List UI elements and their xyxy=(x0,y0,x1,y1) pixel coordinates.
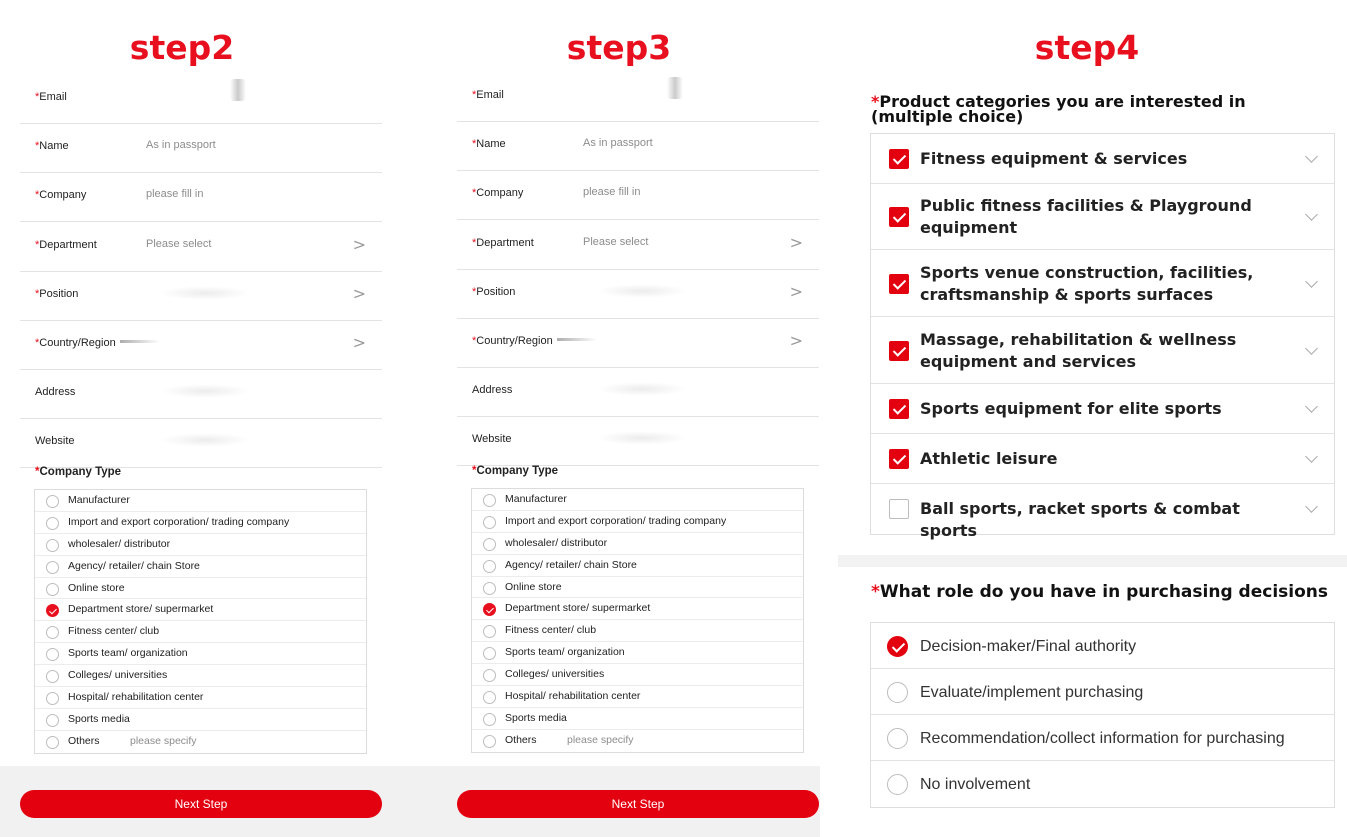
required-mark: * xyxy=(472,89,477,101)
role-option[interactable] xyxy=(871,669,1334,715)
option-label: wholesaler/ distributor xyxy=(68,537,171,550)
chevron-right-icon[interactable]: > xyxy=(352,234,366,254)
required-mark: * xyxy=(871,582,880,602)
step2-title: step2 xyxy=(129,28,235,67)
category-option[interactable] xyxy=(871,250,1334,317)
company-type-option[interactable] xyxy=(35,512,366,534)
field-website[interactable] xyxy=(457,417,819,466)
redacted-blur xyxy=(230,79,246,101)
field-label xyxy=(472,187,523,199)
next-step-button[interactable]: Next Step xyxy=(457,790,819,818)
chevron-down-icon[interactable] xyxy=(1305,400,1318,413)
company-type-option[interactable] xyxy=(472,730,803,752)
company-type-option[interactable] xyxy=(472,642,803,664)
field-placeholder[interactable]: please fill in xyxy=(583,186,641,199)
redacted-blur xyxy=(557,338,597,341)
company-type-option[interactable] xyxy=(472,664,803,686)
radio-icon[interactable] xyxy=(483,713,496,726)
radio-icon[interactable] xyxy=(483,560,496,573)
field-label-text: Email xyxy=(39,91,67,103)
company-type-option[interactable] xyxy=(35,709,366,731)
company-type-option[interactable] xyxy=(472,577,803,599)
field-placeholder[interactable]: please fill in xyxy=(146,188,204,201)
option-label: Hospital/ rehabilitation center xyxy=(505,690,641,703)
option-label: Hospital/ rehabilitation center xyxy=(68,691,204,704)
field-label xyxy=(472,89,504,101)
chevron-down-icon[interactable] xyxy=(1305,275,1318,288)
company-type-title-text: Company Type xyxy=(39,466,122,478)
category-label: Sports equipment for elite sports xyxy=(920,399,1222,418)
company-type-title xyxy=(472,465,558,477)
specify-input[interactable]: please specify xyxy=(130,734,197,747)
specify-input[interactable]: please specify xyxy=(567,733,634,746)
radio-icon[interactable] xyxy=(887,774,908,795)
checkbox-icon[interactable] xyxy=(889,499,909,519)
redacted-blur xyxy=(120,340,160,343)
option-label: Fitness center/ club xyxy=(505,624,597,637)
company-type-option[interactable] xyxy=(472,598,803,620)
field-country-region[interactable] xyxy=(20,321,382,370)
redacted-blur xyxy=(160,384,250,398)
field-label xyxy=(35,435,75,447)
required-mark: * xyxy=(871,92,880,111)
chevron-down-icon[interactable] xyxy=(1305,450,1318,463)
company-type-option[interactable] xyxy=(35,665,366,687)
field-address[interactable] xyxy=(457,368,819,417)
radio-icon[interactable] xyxy=(46,714,59,727)
category-option[interactable] xyxy=(871,134,1334,184)
category-label: Sports venue construction, facilities, craftsmanship & sports surfaces xyxy=(920,262,1254,304)
option-label: wholesaler/ distributor xyxy=(505,536,608,549)
category-option[interactable] xyxy=(871,384,1334,434)
option-label: Import and export corporation/ trading company xyxy=(505,514,727,527)
role-question-text: What role do you have in purchasing decisions xyxy=(879,582,1328,602)
field-label xyxy=(472,335,553,347)
option-label: Manufacturer xyxy=(505,493,567,505)
required-mark: * xyxy=(35,287,40,300)
field-website[interactable] xyxy=(20,419,382,468)
field-label-text: Name xyxy=(39,140,69,153)
radio-checked-icon[interactable] xyxy=(46,604,59,617)
field-label-text: Company xyxy=(476,187,524,200)
required-mark: * xyxy=(472,187,477,200)
field-label xyxy=(35,140,69,152)
field-label-text: Address xyxy=(472,384,513,397)
chevron-right-icon[interactable]: > xyxy=(352,283,366,303)
chevron-down-icon[interactable] xyxy=(1305,500,1318,513)
field-address[interactable] xyxy=(20,370,382,419)
required-mark: * xyxy=(35,238,40,251)
required-mark: * xyxy=(472,335,477,347)
company-type-option[interactable] xyxy=(35,490,366,512)
categories-question-text: Product categories you are interested in (multiple choice) xyxy=(871,92,1246,126)
field-label xyxy=(35,239,97,251)
field-placeholder[interactable]: Please select xyxy=(146,237,212,250)
option-label: Import and export corporation/ trading company xyxy=(68,515,290,528)
radio-icon[interactable] xyxy=(483,494,496,507)
category-option[interactable] xyxy=(871,484,1334,540)
radio-icon[interactable] xyxy=(46,539,59,552)
category-label: Massage, rehabilitation & wellness equipment and services xyxy=(920,329,1237,371)
field-label-text: Email xyxy=(476,89,504,101)
radio-icon[interactable] xyxy=(46,692,59,705)
category-option[interactable] xyxy=(871,317,1334,384)
field-email[interactable] xyxy=(457,73,819,122)
radio-icon[interactable] xyxy=(483,538,496,551)
field-position[interactable] xyxy=(20,272,382,321)
field-label xyxy=(472,286,515,298)
role-label: Evaluate/implement purchasing xyxy=(920,684,1144,701)
field-email[interactable] xyxy=(20,75,382,124)
option-label: Colleges/ universities xyxy=(68,669,168,682)
company-type-list xyxy=(471,488,804,753)
company-type-option[interactable] xyxy=(35,599,366,621)
option-label: Sports team/ organization xyxy=(505,646,625,659)
radio-icon[interactable] xyxy=(483,669,496,682)
required-mark: * xyxy=(35,91,40,103)
field-company[interactable] xyxy=(457,171,819,220)
company-type-option[interactable] xyxy=(472,620,803,642)
role-option[interactable] xyxy=(871,715,1334,761)
company-type-option[interactable] xyxy=(35,534,366,556)
option-label: Department store/ supermarket xyxy=(505,602,651,615)
step4-title: step4 xyxy=(1034,28,1140,67)
option-label: Sports media xyxy=(68,712,130,725)
field-label xyxy=(35,91,67,103)
checkbox-checked-icon[interactable] xyxy=(889,149,909,169)
radio-icon[interactable] xyxy=(46,648,59,661)
radio-icon[interactable] xyxy=(483,625,496,638)
field-label-text: Name xyxy=(476,138,506,151)
chevron-right-icon[interactable]: > xyxy=(789,331,803,350)
field-label xyxy=(35,288,78,300)
company-type-option[interactable] xyxy=(472,708,803,730)
required-mark: * xyxy=(472,465,477,477)
company-type-title-text: Company Type xyxy=(476,465,559,477)
step3-title: step3 xyxy=(566,28,672,67)
radio-icon[interactable] xyxy=(483,735,496,748)
next-step-button[interactable]: Next Step xyxy=(20,790,382,818)
radio-checked-icon[interactable] xyxy=(483,603,496,616)
option-label: Sports team/ organization xyxy=(68,647,188,660)
redacted-blur xyxy=(597,284,687,298)
radio-icon[interactable] xyxy=(46,561,59,574)
required-mark: * xyxy=(472,285,477,298)
company-type-option[interactable] xyxy=(35,556,366,578)
option-label: Others xyxy=(505,733,537,746)
radio-icon[interactable] xyxy=(483,582,496,595)
field-label-text: Position xyxy=(476,285,516,298)
field-label-text: Position xyxy=(39,287,79,300)
checkbox-checked-icon[interactable] xyxy=(889,449,909,469)
chevron-right-icon[interactable]: > xyxy=(789,281,803,301)
option-label: Manufacturer xyxy=(68,494,130,506)
field-name[interactable] xyxy=(20,124,382,173)
radio-icon[interactable] xyxy=(483,647,496,660)
chevron-right-icon[interactable]: > xyxy=(789,232,803,252)
chevron-down-icon[interactable] xyxy=(1305,342,1318,355)
checkbox-checked-icon[interactable] xyxy=(889,274,909,294)
field-label xyxy=(472,237,534,249)
field-label xyxy=(35,189,86,201)
option-label: Fitness center/ club xyxy=(68,625,160,638)
company-type-option[interactable] xyxy=(472,511,803,533)
step3-form-panel xyxy=(437,78,822,837)
role-label: Recommendation/collect information for purchasing xyxy=(920,730,1285,747)
field-label-text: Country/Region xyxy=(476,335,553,347)
section-divider xyxy=(838,555,1347,567)
field-department[interactable] xyxy=(20,223,382,272)
field-label-text: Country/Region xyxy=(39,337,116,349)
company-type-option[interactable] xyxy=(35,687,366,709)
field-country-region[interactable] xyxy=(457,319,819,368)
option-label: Others xyxy=(68,734,100,747)
radio-icon[interactable] xyxy=(46,670,59,683)
checkbox-checked-icon[interactable] xyxy=(889,341,909,361)
company-type-option[interactable] xyxy=(472,686,803,708)
field-label-text: Department xyxy=(39,238,97,251)
company-type-option[interactable] xyxy=(35,578,366,600)
required-mark: * xyxy=(35,189,40,202)
redacted-blur xyxy=(597,382,687,396)
role-label: Decision-maker/Final authority xyxy=(920,638,1137,655)
radio-icon[interactable] xyxy=(887,728,908,749)
category-label: Athletic leisure xyxy=(920,449,1058,468)
field-label xyxy=(35,386,75,398)
field-label xyxy=(35,337,116,349)
company-type-option[interactable] xyxy=(472,533,803,555)
required-mark: * xyxy=(35,466,40,478)
redacted-blur xyxy=(160,433,250,447)
category-option[interactable] xyxy=(871,434,1334,484)
radio-icon[interactable] xyxy=(483,691,496,704)
option-label: Colleges/ universities xyxy=(505,668,605,681)
field-label xyxy=(472,384,512,396)
field-label xyxy=(472,433,512,445)
radio-icon[interactable] xyxy=(46,626,59,639)
role-label: No involvement xyxy=(920,776,1031,793)
field-placeholder[interactable]: As in passport xyxy=(583,137,653,150)
required-mark: * xyxy=(472,236,477,249)
chevron-right-icon[interactable]: > xyxy=(352,333,366,352)
field-position[interactable] xyxy=(457,270,819,319)
field-label-text: Website xyxy=(472,433,512,446)
field-label-text: Address xyxy=(35,386,76,399)
option-label: Department store/ supermarket xyxy=(68,603,214,616)
option-label: Sports media xyxy=(505,711,567,724)
radio-icon[interactable] xyxy=(46,517,59,530)
field-label-text: Company xyxy=(39,189,87,202)
categories-question xyxy=(871,94,1331,124)
required-mark: * xyxy=(35,140,40,153)
categories-list xyxy=(870,133,1335,540)
field-placeholder[interactable]: As in passport xyxy=(146,139,216,152)
field-department[interactable] xyxy=(457,221,819,270)
chevron-down-icon[interactable] xyxy=(1305,150,1318,163)
field-name[interactable] xyxy=(457,122,819,171)
company-type-option[interactable] xyxy=(472,555,803,577)
role-options xyxy=(870,622,1335,808)
field-placeholder[interactable]: Please select xyxy=(583,235,649,248)
field-label xyxy=(472,138,506,150)
category-label: Fitness equipment & services xyxy=(920,149,1188,168)
company-type-option[interactable] xyxy=(35,621,366,643)
radio-icon[interactable] xyxy=(887,682,908,703)
field-label-text: Website xyxy=(35,435,75,448)
company-type-list xyxy=(34,489,367,754)
company-type-option[interactable] xyxy=(35,731,366,753)
required-mark: * xyxy=(35,337,40,349)
radio-checked-icon[interactable] xyxy=(887,636,908,657)
role-option[interactable] xyxy=(871,623,1334,669)
option-label: Agency/ retailer/ chain Store xyxy=(68,559,200,572)
checkbox-checked-icon[interactable] xyxy=(889,399,909,419)
option-label: Online store xyxy=(68,581,125,594)
category-label: Public fitness facilities & Playground equipment xyxy=(920,196,1252,237)
company-type-option[interactable] xyxy=(35,643,366,665)
option-label: Agency/ retailer/ chain Store xyxy=(505,558,637,571)
category-option[interactable] xyxy=(871,184,1334,250)
company-type-title xyxy=(35,466,121,478)
radio-icon[interactable] xyxy=(46,736,59,749)
field-label-text: Department xyxy=(476,236,534,249)
role-option[interactable] xyxy=(871,761,1334,807)
redacted-blur xyxy=(160,286,250,300)
step2-form-panel xyxy=(0,78,385,837)
radio-icon[interactable] xyxy=(46,583,59,596)
field-company[interactable] xyxy=(20,173,382,222)
required-mark: * xyxy=(472,138,477,151)
checkbox-checked-icon[interactable] xyxy=(889,207,909,227)
category-label: Ball sports, racket sports & combat sports xyxy=(920,499,1240,540)
role-question xyxy=(871,582,1328,602)
radio-icon[interactable] xyxy=(483,516,496,529)
redacted-blur xyxy=(597,431,687,445)
radio-icon[interactable] xyxy=(46,495,59,508)
chevron-down-icon[interactable] xyxy=(1305,208,1318,221)
redacted-blur xyxy=(667,77,683,99)
option-label: Online store xyxy=(505,580,562,593)
company-type-option[interactable] xyxy=(472,489,803,511)
